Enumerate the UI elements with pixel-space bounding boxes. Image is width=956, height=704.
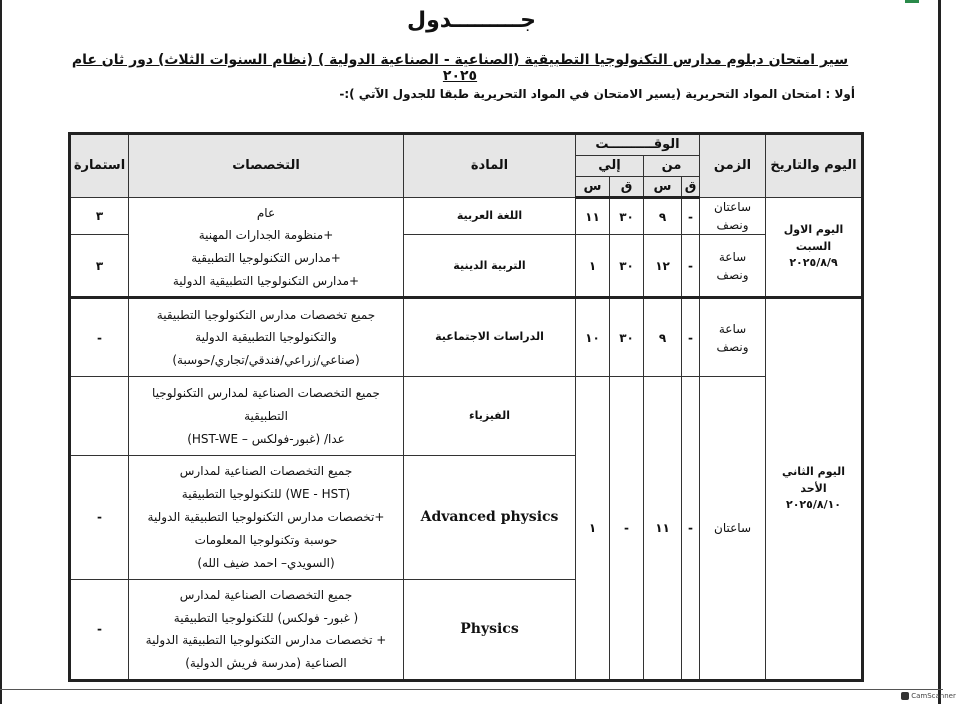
to-q-cell: - [610, 377, 644, 681]
to-q-cell: ٣٠ [610, 198, 644, 235]
scanner-logo-icon [901, 692, 909, 700]
header-to: إلي [576, 156, 644, 177]
header-form: استمارة [70, 134, 129, 198]
header-time: الوقــــــــــت [576, 134, 700, 156]
duration-cell: ساعتان [700, 377, 766, 681]
table-row [70, 298, 863, 377]
header-from-s: س [644, 176, 682, 198]
from-q-cell: - [682, 377, 700, 681]
to-s-cell: ١١ [576, 198, 610, 235]
to-q-cell: ٣٠ [610, 235, 644, 298]
from-s-cell: ١٢ [644, 235, 682, 298]
subject-cell: Physics [404, 579, 576, 680]
table-row [70, 198, 863, 235]
scanner-badge [901, 692, 956, 702]
header-from: من [644, 156, 700, 177]
spec-cell: جميع التخصصات الصناعية لمدارس ( غبور- فولكس) للتكنولوجيا التطبيقية + تخصصات مدارس التكنولوجيا التطبيقية الدولية الصناعية (مدرسة فريش الدولية) [129, 579, 404, 680]
form-cell: ٣ [70, 198, 129, 235]
page-right-border [938, 0, 941, 704]
exam-schedule-table-wrapper [68, 132, 861, 682]
spec-cell: جميع التخصصات الصناعية لمدارس التكنولوجيا التطبيقية عدا/ (غبور-فولكس – HST-WE) [129, 377, 404, 456]
to-s-cell: ١٠ [576, 298, 610, 377]
from-s-cell: ٩ [644, 198, 682, 235]
header-day: اليوم والتاريخ [766, 134, 863, 198]
form-cell: - [70, 579, 129, 680]
day-cell-1: اليوم الاول السبت ٢٠٢٥/٨/٩ [766, 198, 863, 298]
spec-cell: جميع التخصصات الصناعية لمدارس (WE - HST) للتكنولوجيا التطبيقية +تخصصات مدارس التكنولوجيا التطبيقية الدولية حوسبة وتكنولوجيا المعلومات (السويدي– احمد ضيف الله) [129, 456, 404, 580]
header-to-s: س [576, 176, 610, 198]
document-subtitle: سير امتحان دبلوم مدارس التكنولوجيا التطبيقية (الصناعية - الصناعية الدولية ) (نظام السنوات الثلاث) دور ثان عام ٢٠٢٥ [71, 52, 849, 84]
header-subject: المادة [404, 134, 576, 198]
duration-cell: ساعتان ونصف [700, 198, 766, 235]
table-row [70, 377, 863, 456]
exam-schedule-table [68, 132, 864, 682]
spec-lines: +منظومة الجدارات المهنية +مدارس التكنولوجيا التطبيقية +مدارس التكنولوجيا التطبيقية الدولية [172, 228, 360, 288]
day-cell-2: اليوم الثاني الأحد ٢٠٢٥/٨/١٠ [766, 298, 863, 681]
subject-cell: اللغة العربية [404, 198, 576, 235]
subject-cell: الفيزياء [404, 377, 576, 456]
header-duration: الزمن [700, 134, 766, 198]
form-cell: - [70, 298, 129, 377]
header-to-q: ق [610, 176, 644, 198]
subject-cell: التربية الدينية [404, 235, 576, 298]
form-cell: - [70, 456, 129, 580]
form-cell: ٣ [70, 235, 129, 298]
duration-cell: ساعة ونصف [700, 235, 766, 298]
page-left-border [0, 0, 2, 704]
header-specializations: التخصصات [129, 134, 404, 198]
spec-cell: جميع تخصصات مدارس التكنولوجيا التطبيقية والتكنولوجيا التطبيقية الدولية (صناعي/زراعي/فندقي/تجاري/حوسبة) [129, 298, 404, 377]
scanner-badge-label: CamScanner [911, 692, 956, 700]
from-q-cell: - [682, 198, 700, 235]
section-intro: أولا : امتحان المواد التحريرية (يسير الامتحان في المواد التحريرية طبقا للجدول الآتي ):- [339, 87, 855, 101]
subject-cell: Advanced physics [404, 456, 576, 580]
to-q-cell: ٣٠ [610, 298, 644, 377]
spec-cell [129, 198, 404, 298]
from-q-cell: - [682, 298, 700, 377]
to-s-cell: ١ [576, 235, 610, 298]
corner-mark [905, 0, 919, 3]
header-from-q: ق [682, 176, 700, 198]
spec-line: عام [256, 205, 276, 220]
from-s-cell: ١١ [644, 377, 682, 681]
page-bottom-border [0, 689, 943, 690]
duration-cell: ساعة ونصف [700, 298, 766, 377]
subject-cell: الدراسات الاجتماعية [404, 298, 576, 377]
from-q-cell: - [682, 235, 700, 298]
form-cell [70, 377, 129, 456]
from-s-cell: ٩ [644, 298, 682, 377]
document-title: جـــــــــدول [406, 8, 536, 33]
to-s-cell: ١ [576, 377, 610, 681]
